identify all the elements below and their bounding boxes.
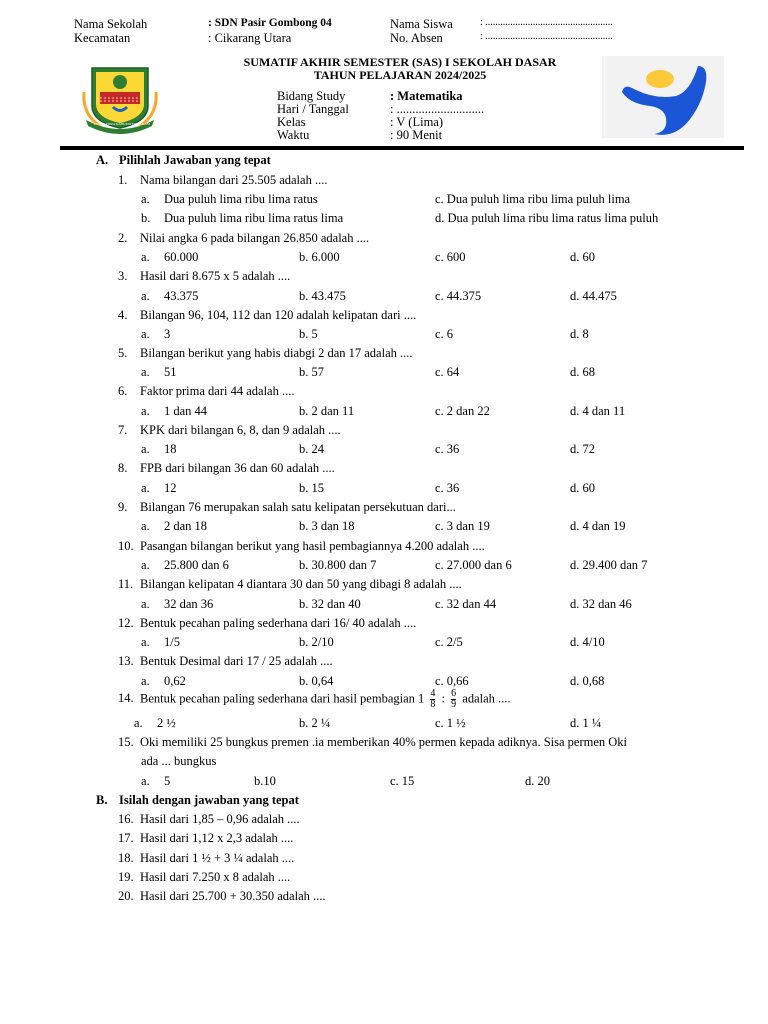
logo-motto: DISDIKPORA KABUPATEN BEKASI [94, 122, 150, 126]
option-c: c. 15 [390, 774, 415, 788]
student-label: Nama Siswa [390, 17, 453, 31]
question-text: Bilangan kelipatan 4 diantara 30 dan 50 yang dibagi 8 adalah .... [140, 577, 462, 591]
option-a-letter: a. [141, 635, 150, 649]
option-b: b. 30.800 dan 7 [299, 558, 377, 572]
option-c: c. 44.375 [435, 289, 482, 303]
question-number: 5. [118, 346, 128, 360]
section-b-letter: B. [96, 793, 108, 807]
essay-item: 17. Hasil dari 1,12 x 2,3 adalah .... [118, 831, 294, 845]
question-number: 6. [118, 384, 128, 398]
date-label: Hari / Tanggal [277, 102, 349, 116]
option-b: b.10 [254, 774, 276, 788]
question-number: 13. [118, 654, 134, 668]
option-d: d. Dua puluh lima ribu lima ratus lima puluh [435, 211, 659, 225]
option-d: d. 20 [525, 774, 550, 788]
option-c: c. 2/5 [435, 635, 463, 649]
option-b: Dua puluh lima ribu lima ratus lima [164, 211, 344, 225]
option-d: d. 4 dan 19 [570, 519, 626, 533]
question-number: 3. [118, 269, 128, 283]
section-a-title: Pilihlah Jawaban yang tepat [119, 153, 271, 167]
option-a: 1/5 [164, 635, 180, 649]
question-text: Nilai angka 6 pada bilangan 26.850 adalah .... [140, 231, 370, 245]
essay-item: 19. Hasil dari 7.250 x 8 adalah .... [118, 870, 291, 884]
option-a-letter: a. [141, 365, 150, 379]
essay-item: 18. Hasil dari 1 ½ + 3 ¼ adalah .... [118, 851, 295, 865]
exam-year: TAHUN PELAJARAN 2024/2025 [313, 68, 487, 82]
option-d: d. 0,68 [570, 674, 605, 688]
option-a-letter: a. [141, 192, 150, 206]
option-a: 3 [164, 327, 171, 341]
question-text: Bilangan 76 merupakan salah satu kelipatan persekutuan dari... [140, 500, 456, 514]
option-b: b. 0,64 [299, 674, 334, 688]
option-d: d. 4/10 [570, 635, 605, 649]
option-d: d. 72 [570, 442, 595, 456]
option-a-letter: a. [141, 289, 150, 303]
option-c: c. 2 dan 22 [435, 404, 490, 418]
option-a: 32 dan 36 [164, 597, 214, 611]
question-text: Hasil dari 8.675 x 5 adalah .... [140, 269, 291, 283]
question-number: 4. [118, 308, 128, 322]
option-d: d. 4 dan 11 [570, 404, 626, 418]
district-label: Kecamatan [74, 31, 131, 45]
option-b: b. 15 [299, 481, 324, 495]
option-a: 2 ½ [157, 716, 176, 730]
question-text: Pasangan bilangan berikut yang hasil pembagiannya 4.200 adalah .... [140, 539, 485, 553]
option-a-letter: a. [141, 558, 150, 572]
question-number: 7. [118, 423, 128, 437]
class-value: : V (Lima) [390, 115, 444, 129]
option-b: b. 5 [299, 327, 318, 341]
option-c: c. 3 dan 19 [435, 519, 490, 533]
date-value: : ............................ [390, 102, 485, 116]
option-a: 60.000 [164, 250, 199, 264]
question-text: Bilangan 96, 104, 112 dan 120 adalah kelipatan dari .... [140, 308, 417, 322]
question-text: Faktor prima dari 44 adalah .... [140, 384, 295, 398]
question-text: Bentuk Desimal dari 17 / 25 adalah .... [140, 654, 333, 668]
question-number: 9. [118, 500, 128, 514]
question-text: Bentuk pecahan paling sederhana dari hasil pembagian 1 [140, 691, 425, 706]
option-c: c. 36 [435, 481, 460, 495]
question-text: Oki memiliki 25 bungkus premen .ia memberikan 40% permen kepada adiknya. Sisa permen Oki [140, 735, 628, 749]
option-c: c. 64 [435, 365, 460, 379]
question-number: 2. [118, 231, 128, 245]
question-number: 8. [118, 461, 128, 475]
option-c: c. 32 dan 44 [435, 597, 497, 611]
option-b: b. 32 dan 40 [299, 597, 361, 611]
question-number: 12. [118, 616, 134, 630]
question-number: 11. [118, 577, 134, 591]
question-number: 15. [118, 735, 134, 749]
question-tail: adalah .... [462, 691, 511, 706]
option-a-letter: a. [141, 327, 150, 341]
section-a-letter: A. [96, 153, 109, 167]
student-value: : ................................................... [480, 17, 613, 28]
question-number: 1. [118, 173, 128, 187]
curriculum-logo [602, 56, 724, 138]
time-label: Waktu [277, 128, 310, 142]
absen-label: No. Absen [390, 31, 443, 45]
option-a: 51 [164, 365, 177, 379]
option-b: b. 43.475 [299, 289, 346, 303]
question-number: 10. [118, 539, 134, 553]
option-d: d. 60 [570, 481, 595, 495]
option-a: 1 dan 44 [164, 404, 208, 418]
option-a: Dua puluh lima ribu lima ratus [164, 192, 318, 206]
option-b: b. 2 ¼ [299, 716, 331, 730]
option-b: b. 57 [299, 365, 324, 379]
option-d: d. 44.475 [570, 289, 617, 303]
option-d: d. 68 [570, 365, 595, 379]
time-value: : 90 Menit [390, 128, 443, 142]
option-a-letter: a. [141, 674, 150, 688]
option-c: c. 27.000 dan 6 [435, 558, 512, 572]
option-c: c. 600 [435, 250, 466, 264]
essay-item: 20. Hasil dari 25.700 + 30.350 adalah .... [118, 889, 326, 903]
option-c: c. Dua puluh lima ribu lima puluh lima [435, 192, 631, 206]
school-value: : SDN Pasir Gombong 04 [208, 17, 332, 29]
header-divider [60, 146, 744, 150]
option-d: d. 1 ¼ [570, 716, 602, 730]
question-text: Nama bilangan dari 25.505 adalah .... [140, 173, 328, 187]
option-b: b. 6.000 [299, 250, 340, 264]
district-value: : Cikarang Utara [208, 31, 292, 45]
option-d: d. 29.400 dan 7 [570, 558, 648, 572]
question-text-continued: ada ... bungkus [141, 754, 217, 768]
option-d: d. 60 [570, 250, 595, 264]
option-b: b. 2/10 [299, 635, 334, 649]
section-b-title: Isilah dengan jawaban yang tepat [119, 793, 299, 807]
option-a-letter: a. [141, 597, 150, 611]
divide-sign: : [441, 691, 446, 706]
option-a: 43.375 [164, 289, 199, 303]
subject-label: Bidang Study [277, 89, 346, 103]
option-a-letter: a. [141, 481, 150, 495]
option-a: 2 dan 18 [164, 519, 208, 533]
option-b: b. 24 [299, 442, 324, 456]
option-a-letter: a. [134, 716, 143, 730]
question-number: 14. [118, 691, 134, 706]
option-a: 0,62 [164, 674, 186, 688]
option-a: 5 [164, 774, 171, 788]
option-a: 18 [164, 442, 177, 456]
exam-title: SUMATIF AKHIR SEMESTER (SAS) I SEKOLAH DASAR [243, 55, 557, 69]
option-b-letter: b. [141, 211, 151, 225]
option-b: b. 3 dan 18 [299, 519, 355, 533]
option-d: d. 32 dan 46 [570, 597, 632, 611]
fraction-2: $\frac{6}{9}$ [451, 688, 457, 710]
school-label: Nama Sekolah [74, 17, 148, 31]
option-c: c. 6 [435, 327, 454, 341]
option-c: c. 1 ½ [435, 716, 466, 730]
option-a-letter: a. [141, 250, 150, 264]
option-d: d. 8 [570, 327, 589, 341]
option-a: 12 [164, 481, 177, 495]
option-a-letter: a. [141, 442, 150, 456]
option-a: 25.800 dan 6 [164, 558, 229, 572]
option-b: b. 2 dan 11 [299, 404, 355, 418]
absen-value: : ................................................... [480, 31, 613, 42]
essay-item: 16. Hasil dari 1,85 – 0,96 adalah .... [118, 812, 300, 826]
option-c: c. 0,66 [435, 674, 469, 688]
option-c: c. 36 [435, 442, 460, 456]
question-text: Bentuk pecahan paling sederhana dari 16/ 40 adalah .... [140, 616, 417, 630]
question-text: KPK dari bilangan 6, 8, dan 9 adalah .... [140, 423, 341, 437]
option-a-letter: a. [141, 774, 150, 788]
fraction-1: $\frac{4}{8}$ [430, 688, 436, 710]
subject-value: : Matematika [390, 89, 463, 103]
option-a-letter: a. [141, 404, 150, 418]
question-text: FPB dari bilangan 36 dan 60 adalah .... [140, 461, 335, 475]
option-a-letter: a. [141, 519, 150, 533]
class-label: Kelas [277, 115, 306, 129]
question-text: Bilangan berikut yang habis diabgi 2 dan 17 adalah .... [140, 346, 413, 360]
